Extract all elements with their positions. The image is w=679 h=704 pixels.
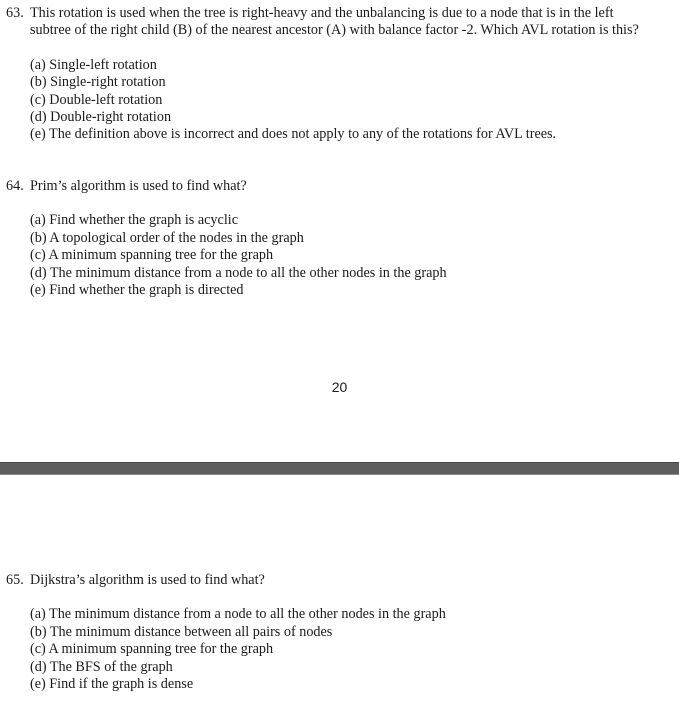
- question-text: This rotation is used when the tree is right-heavy and the unbalancing is due to a node that is in the left subtree of the right child (B) of the nearest ancestor (A) with balance factor -2. Which AVL rotation is this?: [30, 5, 639, 39]
- option-d: (d) Double-right rotation: [30, 109, 172, 126]
- document-page-21: [0, 475, 679, 704]
- option-c: (c) Double-left rotation: [30, 91, 163, 108]
- option-e: (e) The definition above is incorrect and does not apply to any of the rotations for AVL trees.: [30, 126, 557, 143]
- option-b: (b) The minimum distance between all pairs of nodes: [30, 623, 333, 640]
- option-c: (c) A minimum spanning tree for the graph: [30, 247, 274, 264]
- page-separator: [0, 462, 679, 475]
- question-number: 63.: [6, 5, 24, 21]
- answer-options: [6, 212, 656, 299]
- option-c: (c) A minimum spanning tree for the graph: [30, 641, 274, 658]
- option-e: (e) Find whether the graph is directed: [30, 282, 244, 299]
- question-64: [6, 178, 656, 299]
- question-text: Prim’s algorithm is used to find what?: [30, 178, 247, 194]
- answer-options: [6, 606, 656, 693]
- answer-options: [6, 57, 656, 144]
- question-63: [6, 5, 656, 144]
- option-d: (d) The minimum distance from a node to all the other nodes in the graph: [30, 264, 447, 281]
- question-65: [6, 572, 656, 693]
- option-b: (b) A topological order of the nodes in the graph: [30, 229, 304, 246]
- question-text: Dijkstra’s algorithm is used to find what?: [30, 572, 265, 588]
- question-stem: [6, 5, 656, 40]
- option-e: (e) Find if the graph is dense: [30, 676, 194, 693]
- page-number: 20: [331, 379, 348, 395]
- question-stem: [6, 178, 656, 195]
- option-a: (a) The minimum distance from a node to all the other nodes in the graph: [30, 606, 446, 623]
- option-d: (d) The BFS of the graph: [30, 658, 173, 675]
- question-number: 64.: [6, 178, 24, 194]
- option-a: (a) Single-left rotation: [30, 56, 157, 73]
- question-stem: [6, 572, 656, 589]
- question-number: 65.: [6, 572, 24, 588]
- option-a: (a) Find whether the graph is acyclic: [30, 212, 239, 229]
- option-b: (b) Single-right rotation: [30, 74, 166, 91]
